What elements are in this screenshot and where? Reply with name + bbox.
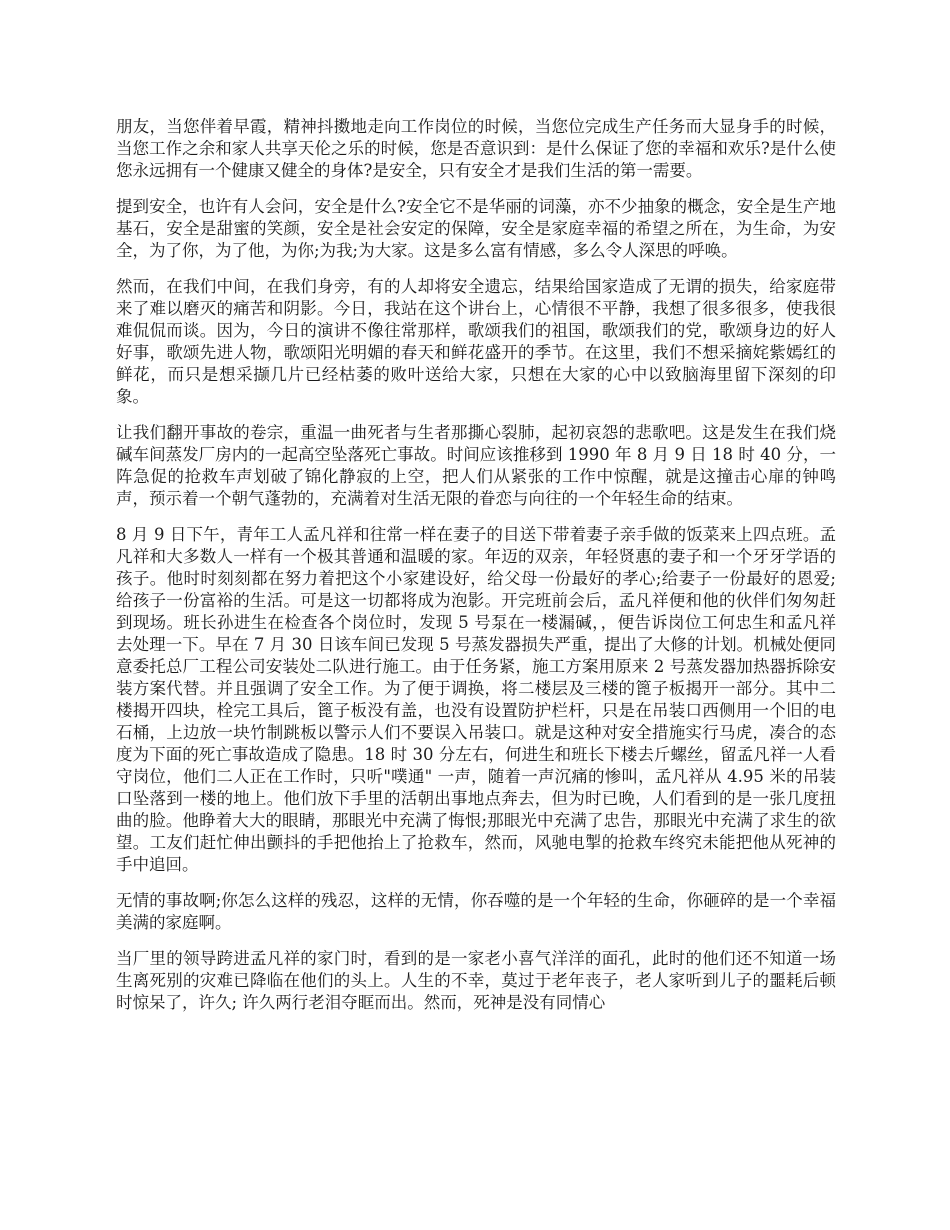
paragraph-5: 8 月 9 日下午，青年工人孟凡祥和往常一样在妻子的目送下带着妻子亲手做的饭菜来上四点班。孟凡祥和大多数人一样有一个极其普通和温暖的家。年迈的双亲，年轻贤惠的妻子和一个牙牙学语的孩子。他时时刻刻都在努力着把这个小家建设好，给父母一份最好的孝心;给妻子一份最好的恩爱;给孩子一份富裕的生活。可是这一切都将成为泡影。开完班前会后，孟凡祥便和他的伙伴们匆匆赶到现场。班长孙进生在检查各个岗位时，发现 5 号泵在一楼漏碱，，便告诉岗位工何忠生和孟凡祥去处理一下。早在 7 月 30 日该车间已发现 5 号蒸发器损失严重，提出了大修的计划。机械处便同意委托总厂工程公司安装处二队进行施工。由于任务紧，施工方案用原来 2 号蒸发器加热器拆除安装方案代替。并且强调了安全工作。为了便于调换，将二楼层及三楼的篦子板揭开一部分。其中二楼揭开四块，栓完工具后，篦子板没有盖，也没有设置防护栏杆，只是在吊装口西侧用一个旧的电石桶，上边放一块竹制跳板以警示人们不要误入吊装口。就是这种对安全措施实行马虎，凑合的态度为下面的死亡事故造成了隐患。18 时 30 分左右，何进生和班长下楼去斤螺丝，留孟凡祥一人看守岗位，他们二人正在工作时，只听"噗通" 一声，随着一声沉痛的惨叫，孟凡祥从 4.95 米的吊装口坠落到一楼的地上。他们放下手里的活朝出事地点奔去，但为时已晚，人们看到的是一张几度扭曲的脸。他睁着大大的眼睛，那眼光中充满了悔恨;那眼光中充满了忠告，那眼光中充满了求生的欲望。工友们赶忙伸出颤抖的手把他抬上了抢救车，然而，风驰电掣的抢救车终究未能把他从死神的手中追回。 xyxy=(116,525,836,874)
paragraph-6: 无情的事故啊;你怎么这样的残忍，这样的无情，你吞噬的是一个年轻的生命，你砸碎的是一个幸福美满的家庭啊。 xyxy=(116,891,836,932)
paragraph-7: 当厂里的领导跨进孟凡祥的家门时，看到的是一家老小喜气洋洋的面孔，此时的他们还不知道一场生离死别的灾难已降临在他们的头上。人生的不幸，莫过于老年丧子，老人家听到儿子的噩耗后顿时惊呆了，许久; 许久两行老泪夺眶而出。然而，死神是没有同情心 xyxy=(116,949,836,1012)
paragraph-4: 让我们翻开事故的卷宗，重温一曲死者与生者那撕心裂肺，起初哀怨的悲歌吧。这是发生在我们烧碱车间蒸发厂房内的一起高空坠落死亡事故。时间应该推移到 1990 年 8 月 9 日 18 时 40 分，一阵急促的抢救车声划破了锦化静寂的上空，把人们从紧张的工作中惊醒，就是这撞击心扉的钟鸣声，预示着一个朝气蓬勃的，充满着对生活无限的眷恋与向往的一个年轻生命的结束。 xyxy=(116,423,836,508)
paragraph-1: 朋友，当您伴着早霞，精神抖擞地走向工作岗位的时候，当您位完成生产任务而大显身手的时候，当您工作之余和家人共享天伦之乐的时候，您是否意识到：是什么保证了您的幸福和欢乐?是什么使您永远拥有一个健康又健全的身体?是安全，只有安全才是我们生活的第一需要。 xyxy=(116,117,836,180)
document-body xyxy=(116,116,836,1028)
paragraph-2: 提到安全，也许有人会问，安全是什么?安全它不是华丽的词藻，亦不少抽象的概念，安全是生产地基石，安全是甜蜜的笑颜，安全是社会安定的保障，安全是家庭幸福的希望之所在，为生命，为安全，为了你，为了他，为你;为我;为大家。这是多么富有情感，多么令人深思的呼唤。 xyxy=(116,197,836,260)
paragraph-3: 然而，在我们中间，在我们身旁，有的人却将安全遗忘，结果给国家造成了无谓的损失，给家庭带来了难以磨灭的痛苦和阴影。今日，我站在这个讲台上，心情很不平静，我想了很多很多，使我很难侃侃而谈。因为，今日的演讲不像往常那样，歌颂我们的祖国，歌颂我们的党，歌颂身边的好人好事，歌颂先进人物，歌颂阳光明媚的春天和鲜花盛开的季节。在这里，我们不想采摘姹紫嫣红的鲜花，而只是想采撷几片已经枯萎的败叶送给大家，只想在大家的心中以致脑海里留下深刻的印象。 xyxy=(116,277,836,406)
